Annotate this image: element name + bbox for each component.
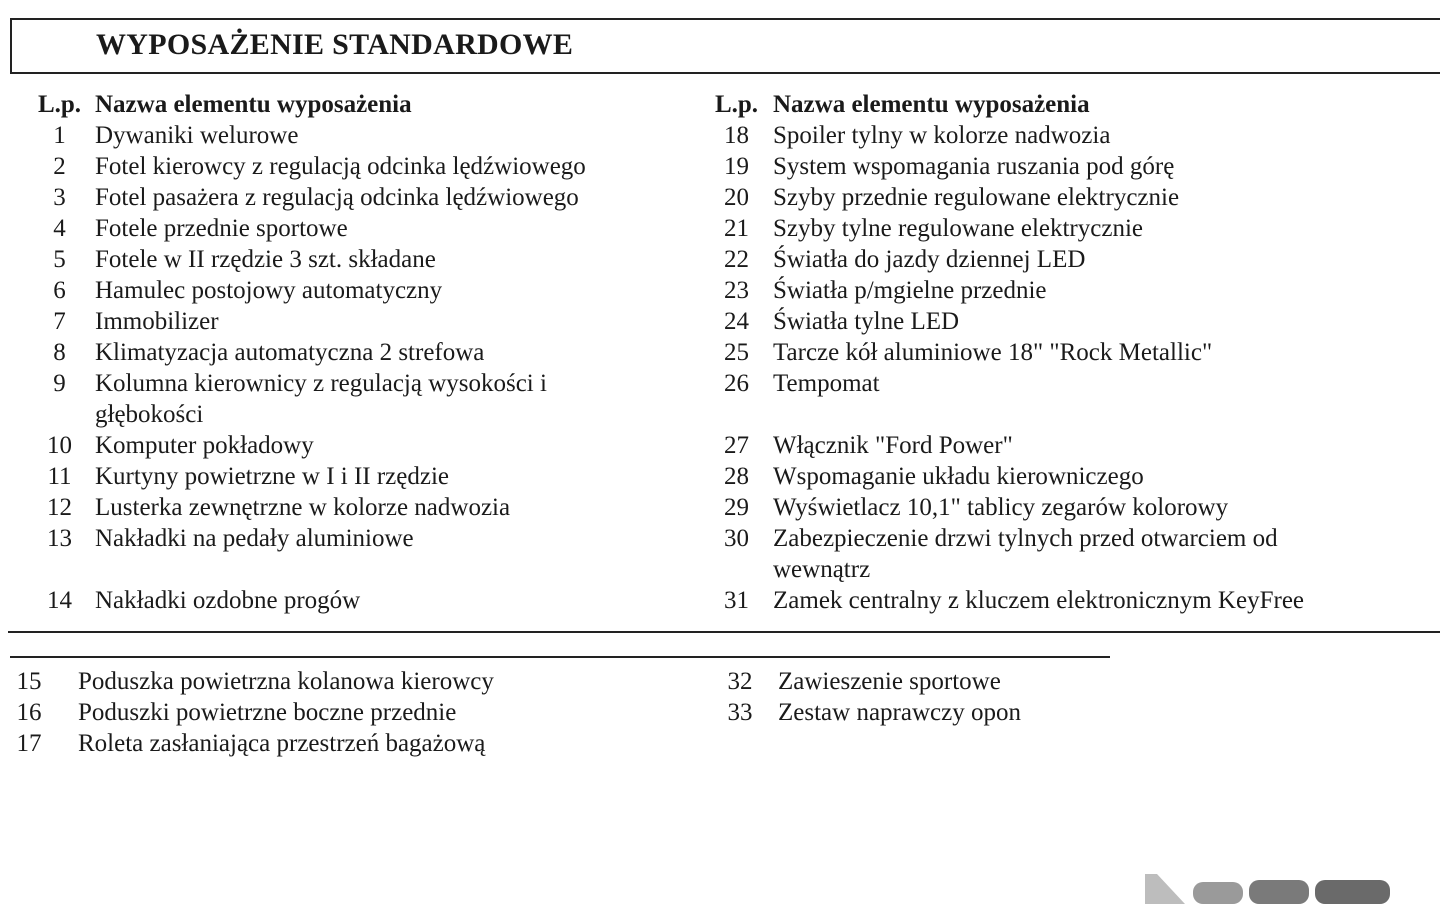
item-number: 1 [53,122,66,149]
item-name: Spoiler tylny w kolorze nadwozia [773,122,1111,149]
item-number: 23 [724,277,749,304]
item-name: Nakładki na pedały aluminiowe [95,525,414,552]
item-number: 5 [53,246,66,273]
item-name: Klimatyzacja automatyczna 2 strefowa [95,339,485,366]
item-number: 26 [724,370,749,397]
item-number: 20 [724,184,749,211]
item-name: Światła tylne LED [773,308,960,335]
item-name: Zawieszenie sportowe [778,668,1001,695]
item-number: 28 [724,463,749,490]
table-row [24,585,1373,616]
table-row [24,244,1373,275]
divider-line [10,656,1110,658]
item-name: Poduszki powietrzne boczne przednie [78,699,457,726]
item-name: Hamulec postojowy automatyczny [95,277,443,304]
item-name: Światła p/mgielne przednie [773,277,1047,304]
item-name: Fotele przednie sportowe [95,215,348,242]
header-name-left: Nazwa elementu wyposażenia [95,91,412,118]
table-row [24,430,1373,461]
item-number: 16 [16,699,42,726]
item-name: Światła do jazdy dziennej LED [773,246,1086,273]
item-number: 9 [53,370,66,397]
item-name: Nakładki ozdobne progów [95,587,361,614]
item-name: Zabezpieczenie drzwi tylnych przed otwarciem od wewnątrz [773,525,1278,583]
item-number: 24 [724,308,749,335]
item-number: 8 [53,339,66,366]
item-number: 4 [53,215,66,242]
item-name: Tarcze kół aluminiowe 18" "Rock Metallic" [773,339,1213,366]
table-row [24,182,1373,213]
table-row [24,306,1373,337]
item-number: 33 [727,699,753,726]
table-row [24,120,1373,151]
section-title-box [10,18,1440,74]
item-number: 11 [47,463,72,490]
table-header-row [24,89,1373,120]
watermark-logo [1145,874,1395,904]
item-number: 6 [53,277,66,304]
item-number: 12 [47,494,72,521]
item-number: 21 [724,215,749,242]
item-number: 15 [16,668,42,695]
item-number: 19 [724,153,749,180]
header-name-right: Nazwa elementu wyposażenia [773,91,1090,118]
item-name: Kurtyny powietrzne w I i II rzędzie [95,463,450,490]
item-number: 25 [724,339,749,366]
item-name: Tempomat [773,370,880,397]
item-name: Szyby tylne regulowane elektrycznie [773,215,1143,242]
item-number: 3 [53,184,66,211]
item-name: Komputer pokładowy [95,432,314,459]
item-name: Lusterka zewnętrzne w kolorze nadwozia [95,494,511,521]
item-name: Fotel kierowcy z regulacją odcinka lędźwiowego [95,153,586,180]
item-number: 2 [53,153,66,180]
item-name: Włącznik "Ford Power" [773,432,1013,459]
item-number: 18 [724,122,749,149]
item-number: 10 [47,432,72,459]
table-row [24,523,1373,585]
item-number: 17 [16,730,42,757]
table-row [24,492,1373,523]
item-number: 7 [53,308,66,335]
equipment-table [24,89,1373,616]
table-row [10,697,1378,728]
header-num-right: L.p. [714,91,759,118]
table-row [24,461,1373,492]
item-number: 30 [724,525,749,552]
divider-line [8,631,1440,633]
item-name: Dywaniki welurowe [95,122,299,149]
table-row [24,151,1373,182]
item-name: System wspomagania ruszania pod górę [773,153,1175,180]
equipment-table-continued [10,666,1378,759]
item-name: Roleta zasłaniająca przestrzeń bagażową [78,730,486,757]
item-name: Szyby przednie regulowane elektrycznie [773,184,1180,211]
item-number: 14 [47,587,72,614]
item-name: Fotel pasażera z regulacją odcinka lędźwiowego [95,184,579,211]
table-row [24,213,1373,244]
section-title: WYPOSAŻENIE STANDARDOWE [96,28,574,61]
table-row [10,728,1378,759]
item-name: Wspomaganie układu kierowniczego [773,463,1144,490]
item-name: Kolumna kierownicy z regulacją wysokości i głębokości [95,370,547,428]
empty [773,728,1378,759]
item-name: Fotele w II rzędzie 3 szt. składane [95,246,436,273]
header-num-left: L.p. [37,91,82,118]
item-number: 22 [724,246,749,273]
item-number: 29 [724,494,749,521]
empty [707,728,773,759]
item-name: Poduszka powietrzna kolanowa kierowcy [78,668,494,695]
item-number: 27 [724,432,749,459]
item-number: 31 [724,587,749,614]
item-number: 13 [47,525,72,552]
table-row [24,275,1373,306]
table-row [24,337,1373,368]
item-number: 32 [727,668,753,695]
table-row [10,666,1378,697]
item-name: Wyświetlacz 10,1" tablicy zegarów kolorowy [773,494,1229,521]
item-name: Zestaw naprawczy opon [778,699,1021,726]
item-name: Zamek centralny z kluczem elektronicznym KeyFree [773,587,1305,614]
item-name: Immobilizer [95,308,219,335]
table-row [24,368,1373,430]
